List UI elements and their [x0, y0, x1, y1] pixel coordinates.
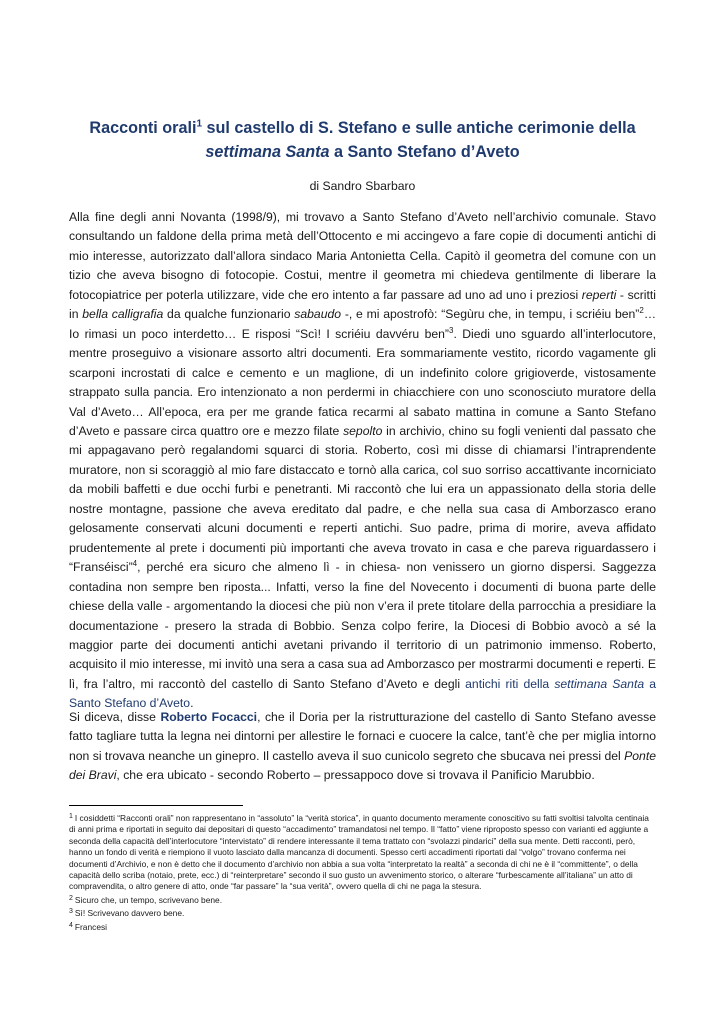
footnote-text: I cosiddetti “Racconti orali” non rappresentano in “assoluto” la “verità storica”, in quanto documento meramente conoscitivo su fatti svoltisi talvolta centinaia di anni prima e riportati in seguito dai depositari di questo “accadimento” tramandatosi nel tempo. Il “fatto” viene riproposto spesso con varianti ed aggiunte a seconda della capacità dell’interlocutore “intervistato” di rendere interessante il tema trattato con “svolazzi pindarici” della sua mente. Detti racconti, però, hanno un fondo di verità e riempiono il vuoto lasciato dalla mancanza di documenti. Spesso certi accadimenti riportati dal “volgo” trovano conferma nei documenti d’Archivio, e non è detto che il documento d’archivio non abbia a sua volta “interpretato la realtà” a seconda di chi ne è il “committente”, o della capacità dello scriba (notaio, prete, ecc.) di “reinterpretare” secondo il suo gusto un avvenimento storico, o alterare “furbescamente all’italiana” un atto di compravendita, o altro genere di atto, onde “far passare” la “sua verità”, ovvero quella di chi ne paga la stesura.: [69, 813, 649, 892]
footnote-1: [69, 811, 656, 893]
footnote-ref-1[interactable]: 1: [196, 118, 202, 130]
link-text: antichi riti della: [465, 676, 555, 691]
footnote-ref-2[interactable]: 2: [639, 306, 644, 316]
footnote-2: [69, 893, 656, 906]
title-text: a Santo Stefano d’Aveto: [329, 143, 520, 161]
text-run: , perché era sicuro che almeno lì - in chiesa- non venissero un giorno dispersi. Saggezza contadina non sempre ben riposta... Infatti, verso la fine del Novecento i documenti di buona parte delle chiese della valle - argomentando la diocesi che più non v’era il prete titolare della parrocchia a presidiare la documentazione - presero la strada di Bobbio. Senza colpo ferire, la Diocesi di Bobbio avocò a sé la maggior parte dei documenti antichi avetani privando il territorio di un patrimonio immenso. Roberto, acquisito il mio interesse, mi invitò una sera a casa sua ad Amborzasco per mostrarmi documenti e reperti. E lì, fra l’altro, mi raccontò del castello di Santo Stefano d’Aveto e degli: [69, 560, 656, 691]
italic-text: bella calligrafia: [82, 307, 164, 322]
footnote-text: Sì! Scrivevano davvero bene.: [74, 908, 185, 919]
paragraph-2: [69, 708, 656, 786]
footnote-ref-3[interactable]: 3: [448, 325, 454, 335]
text-run: in archivio, chino su fogli venienti dal passato che mi appagavano però regalandomi squarci di storia. Roberto, così mi disse di chiamarsi l’intraprendente muratore, non si scoraggiò al mio fare distaccato e tornò alla carica, col suo sorriso accattivante incorniciato da mobili baffetti e due occhi furbi e penetranti. Mi raccontò che lui era un appassionato della storia delle nostre montagne, passione che aveva ereditato dal padre, e che nella sua casa di Amborzasco erano gelosamente conservati alcuni documenti e reperti antichi. Suo padre, prima di morire, aveva affidato prudentemente al prete i documenti più importanti che aveva trovato in casa e che pareva riguardassero i “Franséisci”: [69, 423, 656, 575]
text-run: … Io rimasi un poco interdetto… E risposi “Scì! I scriéiu davvéru ben”: [69, 307, 656, 341]
footnote-4: [69, 920, 656, 933]
footnote-number: 4: [69, 921, 73, 929]
footnote-text: Sicuro che, un tempo, scrivevano bene.: [74, 894, 223, 905]
footnote-ref-4[interactable]: 4: [132, 559, 138, 569]
author-byline: di Sandro Sbarbaro: [309, 179, 416, 193]
footnote-number: 1: [69, 813, 73, 820]
text-run: - scritti in: [69, 287, 656, 322]
text-run: da qualche funzionario: [163, 307, 295, 322]
text-run: Si diceva, disse: [69, 710, 161, 724]
text-run: . Diedi uno sguardo all’interlocutore, mentre proseguivo a visionare assorto altri documenti. Era sommariamente vestito, ricordo vagamente gli scarponi incrostati di calce e cemento e un maglione, di un indefinito colore grigioverde, vistosamente strappato sulla pancia. Ero intenzionato a non perdermi in chiacchiere con uno sconosciuto muratore della Val d’Aveto… All’epoca, era per me grande fatica recarmi al sabato mattina in comune a Santo Stefano d’Aveto e passare circa quattro ore e mezzo filate: [69, 326, 656, 438]
footnote-number: 2: [69, 894, 73, 902]
link-italic-text: settimana Santa: [554, 676, 645, 691]
italic-text: reperti: [581, 287, 617, 302]
link-text: a Santo Stefano d’Aveto: [69, 676, 656, 711]
title-italic-text: settimana Santa: [205, 143, 330, 161]
text-run: , che era ubicato - secondo Roberto – pressappoco dove si trovava il Panificio Marubbio.: [116, 768, 595, 783]
text-run: , che il Doria per la ristrutturazione del castello di Santo Stefano avesse fatto tagliare tutta la legna nei dintorni per allestire le fornaci e cuocere la calce, tant’è che per miglia intorno non si trovava neanche un ginepro. Il castello aveva il suo cunicolo segreto che sbucava nei pressi del: [69, 710, 657, 763]
italic-text: sepolto: [343, 423, 383, 438]
italic-text: sabaudo: [294, 307, 342, 322]
footnote-text: Francesi: [74, 921, 108, 932]
text-run: -, e mi apostrofò: “Segùru che, in tempu, i scriéiu ben”: [341, 307, 640, 322]
italic-text: Ponte dei Bravi: [69, 748, 656, 783]
footnote-separator: [69, 805, 243, 806]
footnote-3: [69, 906, 656, 919]
text-run: Alla fine degli anni Novanta (1998/9), mi trovavo a Santo Stefano d’Aveto nell’archivio comunale. Stavo consultando un faldone della prima metà dell’Ottocento e mi accingevo a fare copie di documenti antichi di mio interesse, autorizzato dall’allora sindaco Maria Antonietta Cella. Capitò il geometra del comune con un tizio che aveva bisogno di fotocopie. Costui, mentre il geometra mi chiedeva gentilmente di liberare la fotocopiatrice per poterla utilizzare, vide che ero intento a far passare ad uno ad uno i preziosi: [69, 210, 656, 302]
person-name: Roberto Focacci: [160, 710, 258, 724]
footnotes: [69, 811, 656, 933]
footnote-number: 3: [69, 908, 73, 916]
paragraph-1: [69, 208, 656, 714]
text-run: .: [190, 696, 194, 711]
title-text: Racconti orali: [89, 119, 197, 137]
title-text: sul castello di S. Stefano e sulle antiche cerimonie della: [202, 119, 636, 137]
page-title: [70, 116, 655, 164]
